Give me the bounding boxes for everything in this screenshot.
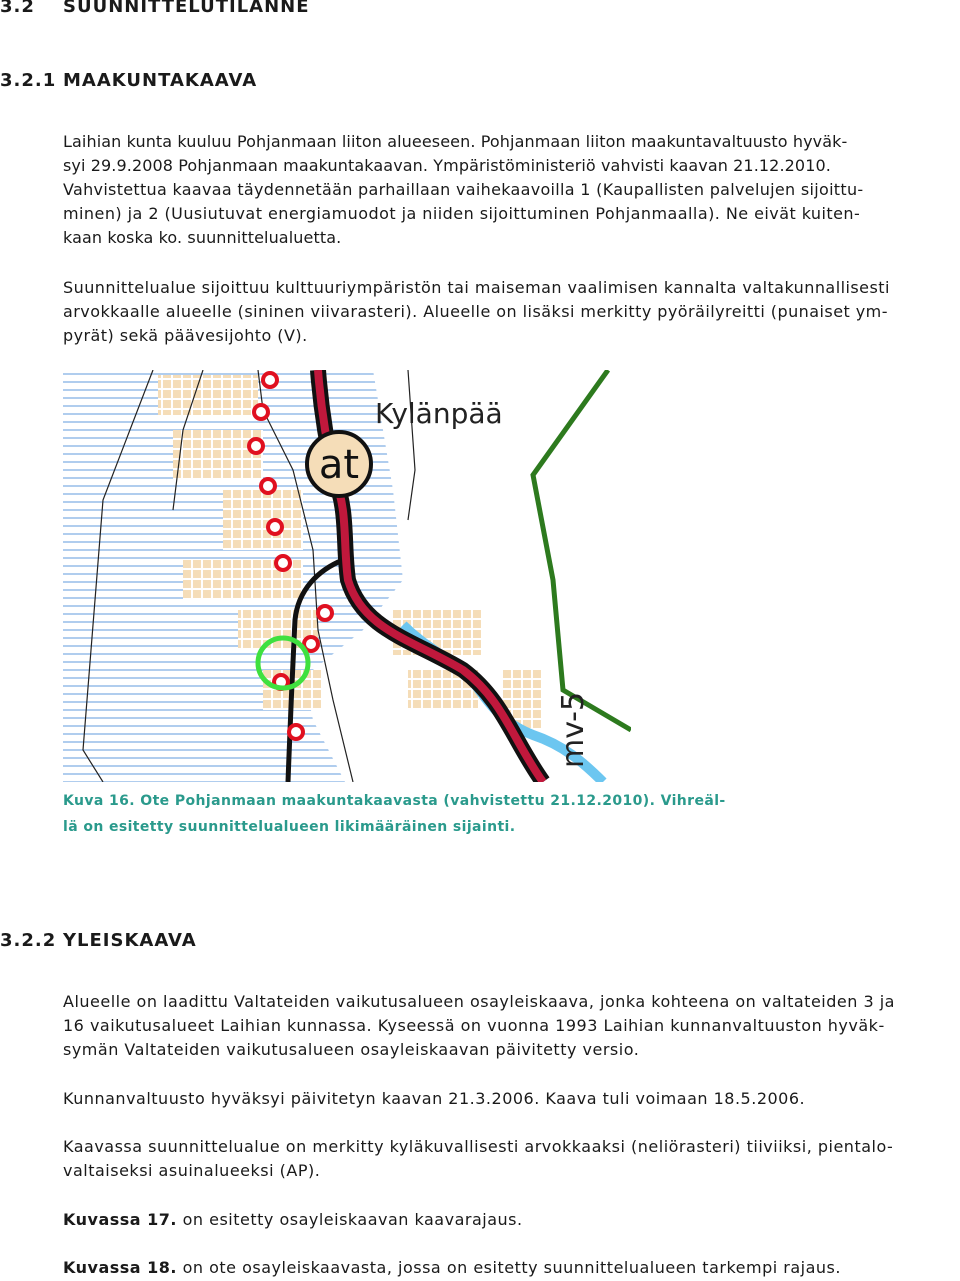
- text-line: syi 29.9.2008 Pohjanmaan maakuntakaavan. Ympäristöministeriö vahvisti kaavan 21.12.2010.: [63, 156, 831, 175]
- cycle-circle: [249, 439, 263, 453]
- section-title: SUUNNITTELUTILANNE: [63, 0, 310, 17]
- section-heading: [0, 0, 310, 17]
- subsection-title-1: MAAKUNTAKAAVA: [63, 70, 258, 91]
- figure-caption: [63, 788, 726, 840]
- text-line: Alueelle on laadittu Valtateiden vaikutusalueen osayleiskaava, jonka kohteena on valtateiden 3 ja: [63, 992, 895, 1011]
- cycle-circle: [276, 556, 290, 570]
- cycle-circle: [263, 373, 277, 387]
- text-line: Kunnanvaltuusto hyväksyi päivitetyn kaavan 21.3.2006. Kaava tuli voimaan 18.5.2006.: [63, 1089, 806, 1108]
- figure-reference-18: Kuvassa 18.: [63, 1258, 177, 1277]
- subsection-heading-2: [0, 930, 197, 951]
- cycle-circle: [318, 606, 332, 620]
- paragraph-yleiskaava-intro: [63, 990, 958, 1062]
- cycle-circle: [268, 520, 282, 534]
- place-name-label: Kylänpää: [375, 397, 503, 430]
- caption-line: Kuva 16. Ote Pohjanmaan maakuntakaavasta (vahvistettu 21.12.2010). Vihreäl-: [63, 793, 726, 809]
- caption-line: lä on esitetty suunnittelualueen likimääräinen sijainti.: [63, 819, 516, 835]
- paragraph-village-value: [63, 1135, 958, 1183]
- paragraph-suunnittelualue: [63, 276, 958, 348]
- text-line: arvokkaalle alueelle (sininen viivarasteri). Alueelle on lisäksi merkitty pyöräilyreitti (punaiset ym-: [63, 302, 888, 321]
- cycle-circle: [261, 479, 275, 493]
- section-number: 3.2: [0, 0, 35, 17]
- map-graphic: [63, 370, 631, 782]
- text-line: Kaavassa suunnittelualue on merkitty kyläkuvallisesti arvokkaaksi (neliörasteri) tiiviiksi, pientalo-: [63, 1137, 894, 1156]
- cycle-circle: [289, 725, 303, 739]
- subsection-number-1: 3.2.1: [0, 70, 57, 91]
- figure-reference-text: on esitetty osayleiskaavan kaavarajaus.: [177, 1210, 523, 1229]
- regional-plan-map: [63, 370, 631, 782]
- text-line: Vahvistettua kaavaa täydennetään parhaillaan vaihekaavoilla 1 (Kaupallisten palvelujen sijoittu-: [63, 180, 864, 199]
- text-line: pyrät) sekä päävesijohto (V).: [63, 326, 308, 345]
- text-line: [63, 1208, 958, 1232]
- text-line: [63, 1256, 958, 1280]
- text-line: valtaiseksi asuinalueeksi (AP).: [63, 1161, 321, 1180]
- text-line: Suunnittelualue sijoittuu kulttuuriympäristön tai maiseman vaalimisen kannalta valtakunnallisesti: [63, 278, 890, 297]
- paragraph-approval: [63, 1087, 958, 1111]
- village-symbol-label: at: [318, 442, 360, 488]
- text-line: minen) ja 2 (Uusiutuvat energiamuodot ja niiden sijoittuminen Pohjanmaalla). Ne eivät kuiten-: [63, 204, 861, 223]
- route-code-label: mv-5: [556, 691, 591, 768]
- figure-reference-17: Kuvassa 17.: [63, 1210, 177, 1229]
- subsection-number-2: 3.2.2: [0, 930, 57, 951]
- subsection-title-2: YLEISKAAVA: [63, 930, 197, 951]
- paragraph-maakuntakaava-intro: [63, 130, 958, 250]
- text-line: Laihian kunta kuuluu Pohjanmaan liiton alueeseen. Pohjanmaan liiton maakuntavaltuusto hyväk-: [63, 132, 848, 151]
- text-line: 16 vaikutusalueet Laihian kunnassa. Kyseessä on vuonna 1993 Laihian kunnanvaltuuston hyväk-: [63, 1016, 885, 1035]
- paragraph-figure-17-ref: [63, 1208, 958, 1232]
- subsection-heading-1: [0, 70, 257, 91]
- cycle-circle: [254, 405, 268, 419]
- text-line: symän Valtateiden vaikutusalueen osayleiskaavan päivitetty versio.: [63, 1040, 640, 1059]
- paragraph-figure-18-ref: [63, 1256, 958, 1280]
- text-line: kaan koska ko. suunnittelualuetta.: [63, 228, 342, 247]
- figure-reference-text: on ote osayleiskaavasta, jossa on esitetty suunnittelualueen tarkempi rajaus.: [177, 1258, 841, 1277]
